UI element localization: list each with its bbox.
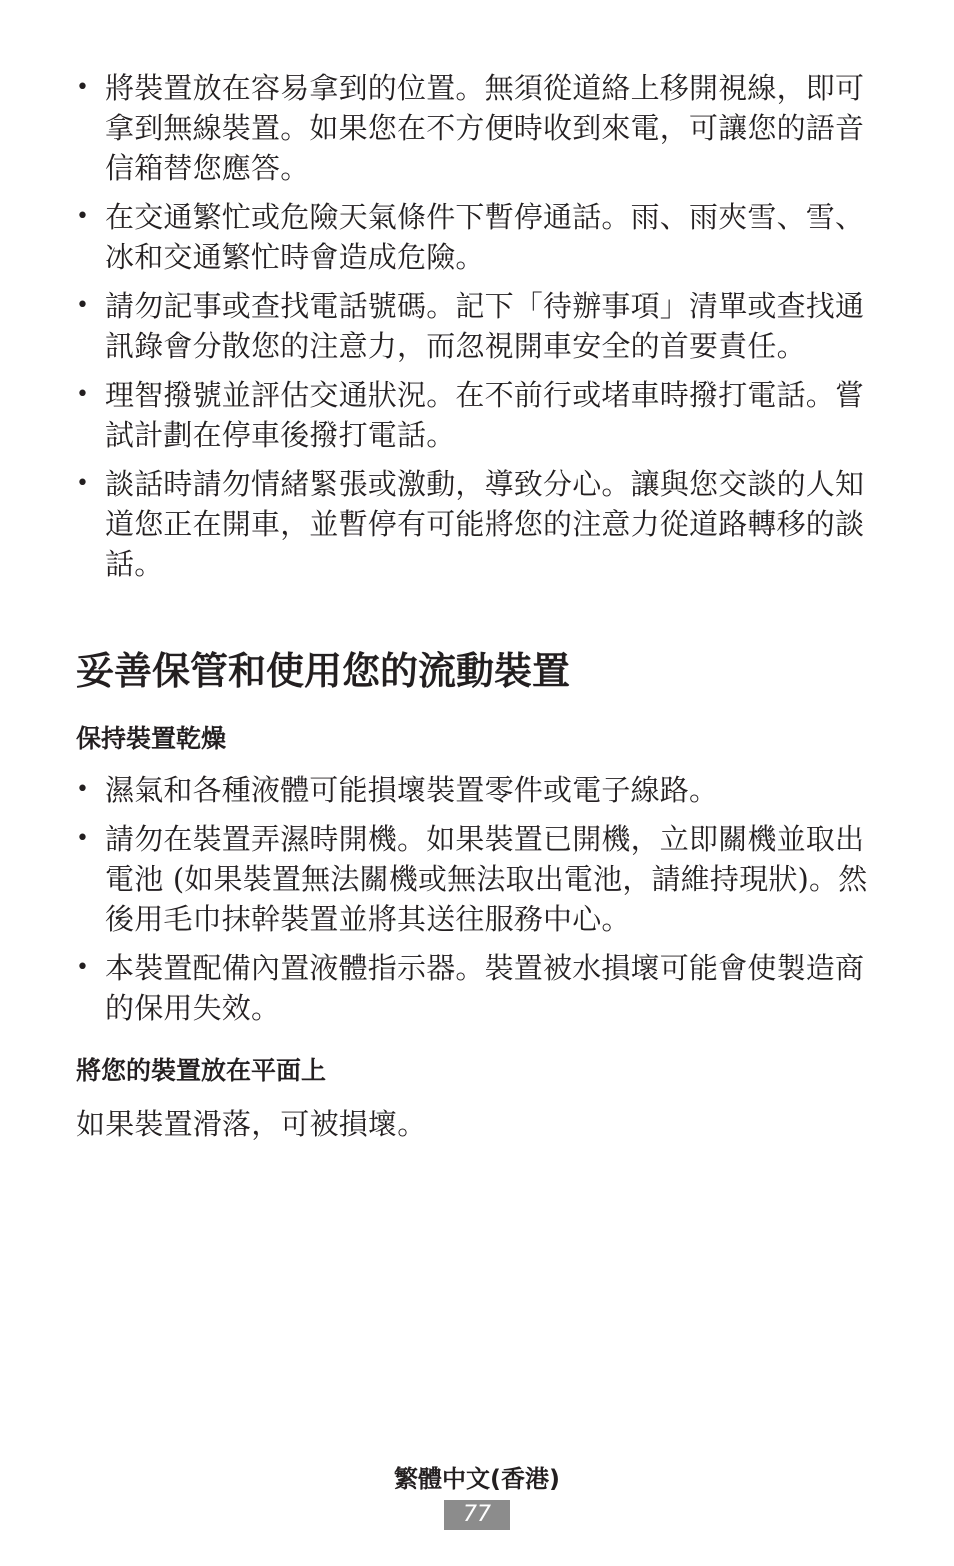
bullet-icon: • [76, 204, 90, 229]
driving-tips-list [76, 68, 876, 584]
list-item [76, 197, 876, 277]
bullet-icon: • [76, 293, 90, 318]
keep-dry-title: 保持裝置乾燥 [76, 724, 227, 753]
list-item-text: 將裝置放在容易拿到的位置。無須從道絡上移開視線，即可拿到無線裝置。如果您在不方便時收到來電，可讓您的語音信箱替您應答。 [105, 71, 865, 185]
list-item [76, 770, 876, 810]
list-item [76, 819, 876, 939]
bullet-icon: • [76, 471, 90, 496]
flat-surface-title: 將您的裝置放在平面上 [76, 1056, 327, 1085]
list-item [76, 286, 876, 366]
list-item-text: 在交通繁忙或危險天氣條件下暫停通話。雨、雨夾雪、雪、冰和交通繁忙時會造成危險。 [105, 200, 865, 274]
list-item-text: 理智撥號並評估交通狀況。在不前行或堵車時撥打電話。嘗試計劃在停車後撥打電話。 [105, 378, 865, 452]
footer-language: 繁體中文(香港) [394, 1465, 560, 1493]
bullet-icon: • [76, 777, 90, 802]
list-item [76, 375, 876, 455]
list-item-text: 請勿記事或查找電話號碼。記下「待辦事項」清單或查找通訊錄會分散您的注意力，而忽視開車安全的首要責任。 [105, 289, 865, 363]
list-item-text: 濕氣和各種液體可能損壞裝置零件或電子線路。 [105, 773, 719, 807]
page-footer [0, 1462, 954, 1530]
flat-surface-text: 如果裝置滑落，可被損壞。 [76, 1107, 427, 1141]
section-title: 妥善保管和使用您的流動裝置 [76, 649, 571, 693]
list-item-text: 本裝置配備內置液體指示器。裝置被水損壞可能會使製造商的保用失效。 [105, 951, 865, 1025]
bullet-icon: • [76, 955, 90, 980]
list-item-text: 請勿在裝置弄濕時開機。如果裝置已開機，立即關機並取出電池 (如果裝置無法關機或無法取出電池，請維持現狀)。然後用毛巾抹幹裝置並將其送往服務中心。 [105, 822, 868, 936]
bullet-icon: • [76, 382, 90, 407]
page-number: 77 [444, 1500, 510, 1530]
list-item [76, 948, 876, 1028]
page-content [76, 68, 876, 1144]
bullet-icon: • [76, 826, 90, 851]
list-item [76, 68, 876, 188]
bullet-icon: • [76, 75, 90, 100]
list-item [76, 464, 876, 584]
list-item-text: 談話時請勿情緒緊張或激動，導致分心。讓與您交談的人知道您正在開車，並暫停有可能將您的注意力從道路轉移的談話。 [105, 467, 865, 581]
keep-dry-list [76, 770, 876, 1028]
